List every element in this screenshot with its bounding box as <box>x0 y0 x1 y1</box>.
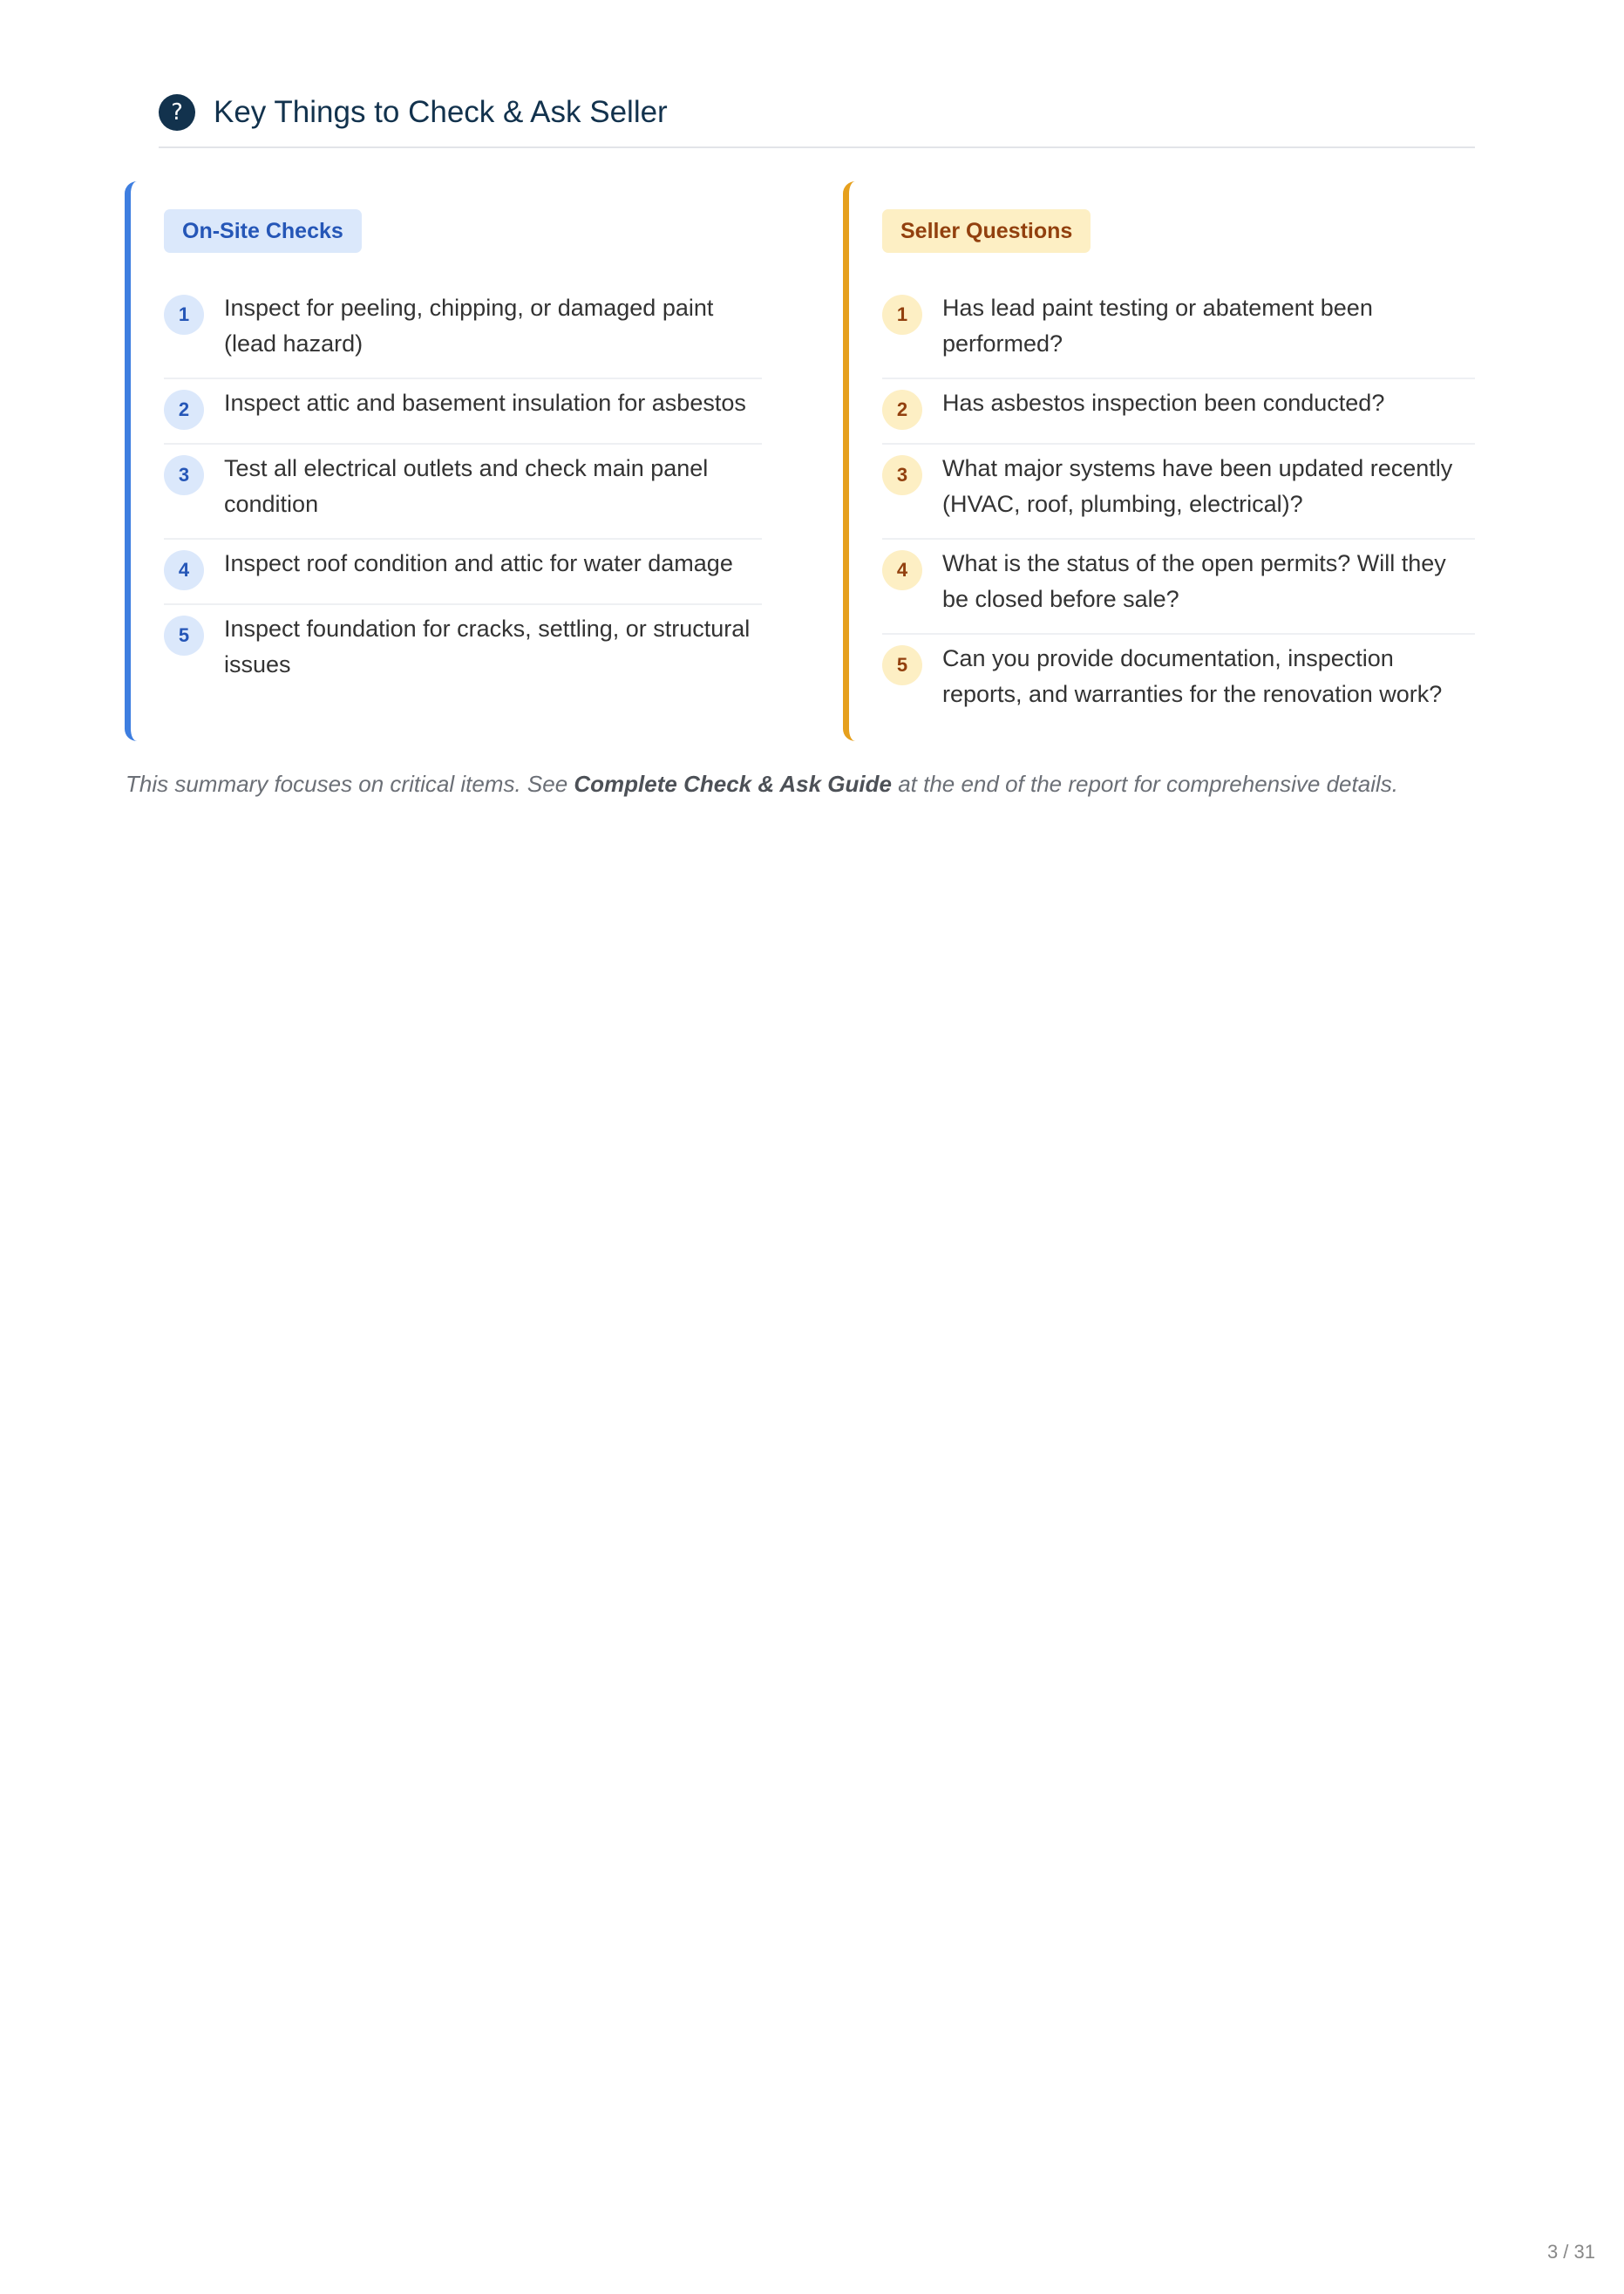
item-number: 2 <box>164 390 204 430</box>
seller-questions-badge: Seller Questions <box>882 209 1091 253</box>
list-item <box>164 284 762 379</box>
item-text: Has lead paint testing or abatement been performed? <box>942 295 1373 357</box>
item-number: 1 <box>164 295 204 335</box>
onsite-checks-badge: On-Site Checks <box>164 209 362 253</box>
item-number: 5 <box>882 645 922 685</box>
onsite-checks-list <box>164 284 762 700</box>
item-text: What is the status of the open permits? Will they be closed before sale? <box>942 550 1446 612</box>
item-number: 3 <box>882 455 922 495</box>
item-text: Inspect foundation for cracks, settling, or structural issues <box>224 616 751 677</box>
note-prefix: This summary focuses on critical items. See <box>126 771 574 797</box>
list-item <box>164 540 762 605</box>
question-icon: ? <box>159 94 195 131</box>
item-text: Inspect attic and basement insulation for asbestos <box>224 390 746 416</box>
list-item <box>882 284 1475 379</box>
section-title: Key Things to Check & Ask Seller <box>214 95 668 129</box>
item-number: 4 <box>882 550 922 590</box>
list-item <box>882 379 1475 445</box>
item-number: 1 <box>882 295 922 335</box>
item-number: 5 <box>164 616 204 656</box>
item-text: Test all electrical outlets and check main panel condition <box>224 455 709 517</box>
list-item <box>882 635 1475 730</box>
list-item <box>164 445 762 540</box>
item-number: 4 <box>164 550 204 590</box>
item-text: Inspect for peeling, chipping, or damaged paint (lead hazard) <box>224 295 714 357</box>
note-suffix: at the end of the report for comprehensive details. <box>891 771 1398 797</box>
list-item <box>164 379 762 445</box>
seller-questions-list <box>882 284 1475 730</box>
seller-questions-card <box>843 181 1480 741</box>
list-item <box>164 605 762 700</box>
item-text: Inspect roof condition and attic for water damage <box>224 550 733 576</box>
list-item <box>882 445 1475 540</box>
item-text: What major systems have been updated recently (HVAC, roof, plumbing, electrical)? <box>942 455 1453 517</box>
section-header <box>159 87 1475 148</box>
item-text: Has asbestos inspection been conducted? <box>942 390 1385 416</box>
item-number: 2 <box>882 390 922 430</box>
onsite-checks-card <box>125 181 766 741</box>
summary-note <box>126 770 1485 800</box>
guide-reference: Complete Check & Ask Guide <box>574 771 892 797</box>
item-text: Can you provide documentation, inspection reports, and warranties for the renovation work? <box>942 645 1443 707</box>
list-item <box>882 540 1475 635</box>
page-number: 3 / 31 <box>1546 2241 1595 2263</box>
item-number: 3 <box>164 455 204 495</box>
